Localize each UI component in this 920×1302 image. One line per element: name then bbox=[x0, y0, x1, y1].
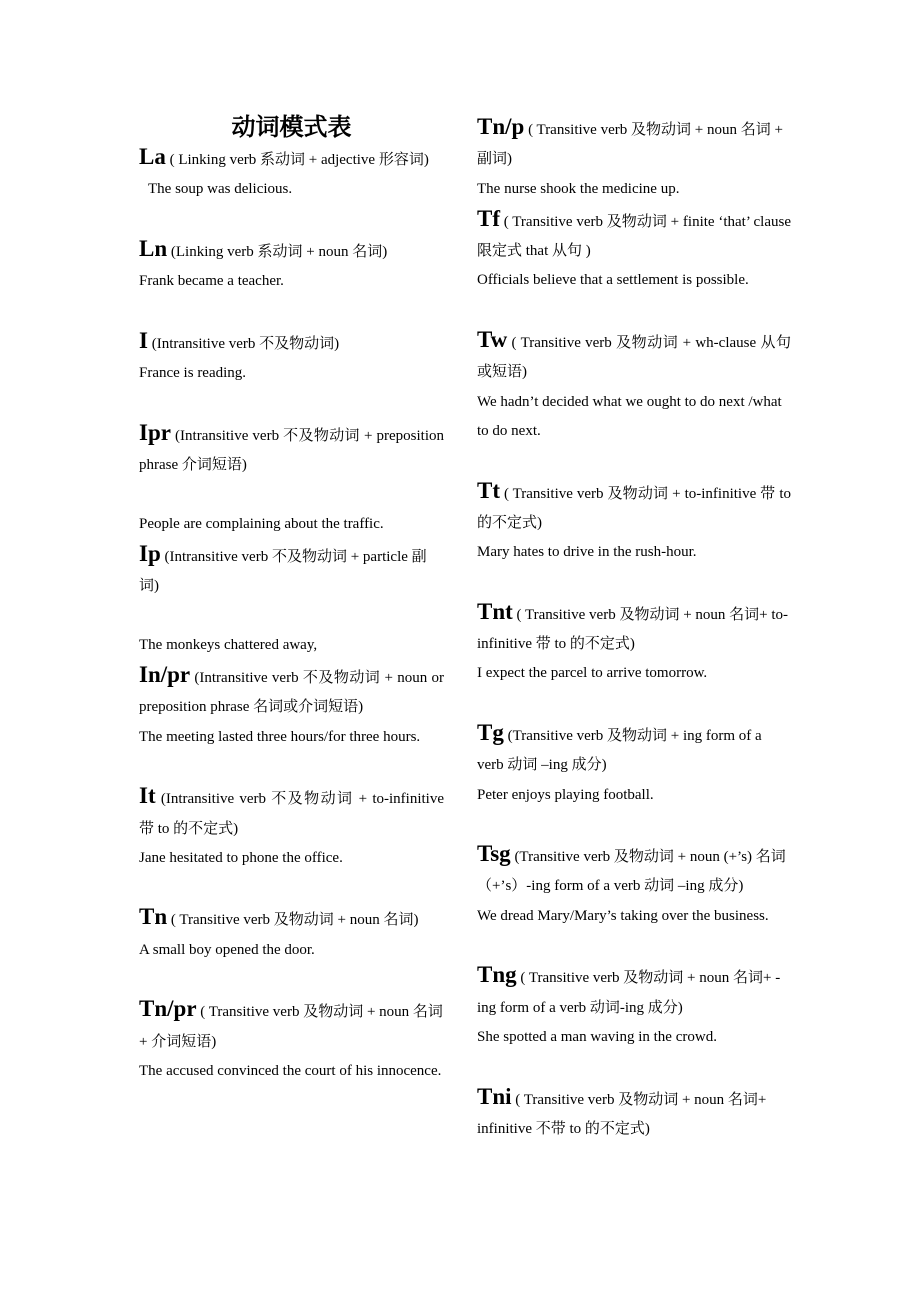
pattern-example: A small boy opened the door. bbox=[139, 941, 315, 958]
pattern-example: We dread Mary/Mary’s taking over the business. bbox=[477, 907, 769, 924]
pattern-code: Tg bbox=[477, 719, 504, 745]
pattern-code: It bbox=[139, 783, 156, 809]
pattern-example: People are complaining about the traffic. bbox=[139, 515, 384, 532]
pattern-example: Frank became a teacher. bbox=[139, 273, 284, 290]
pattern-description: ( Linking verb 系动词 + adjective 形容词) bbox=[165, 152, 429, 168]
right-column bbox=[477, 112, 791, 1144]
pattern-entry-tt bbox=[477, 476, 791, 539]
left-column bbox=[139, 112, 444, 1086]
pattern-code: La bbox=[139, 144, 166, 169]
pattern-description: (Transitive verb 及物动词 + ing form of a verb 动词 –ing 成分) bbox=[477, 727, 762, 774]
pattern-description: ( Transitive verb 及物动词 + noun 名词) bbox=[167, 912, 419, 929]
pattern-description: (Intransitive verb 不及物动词 + noun or preposition phrase 名词或介词短语) bbox=[139, 670, 444, 716]
pattern-entry-tg bbox=[477, 718, 791, 781]
pattern-example: Officials believe that a settlement is possible. bbox=[477, 272, 749, 289]
pattern-entry-tf bbox=[477, 204, 791, 267]
pattern-example: I expect the parcel to arrive tomorrow. bbox=[477, 665, 708, 682]
pattern-example: France is reading. bbox=[139, 365, 247, 382]
pattern-entry-tng bbox=[477, 960, 791, 1023]
pattern-entry-in-pr bbox=[139, 660, 444, 723]
pattern-description: (Intransitive verb 不及物动词 + to-infinitive 带 to 的不定式) bbox=[139, 791, 444, 837]
pattern-code: Ln bbox=[139, 235, 168, 261]
pattern-entry-la bbox=[139, 142, 444, 175]
pattern-example: The soup was delicious. bbox=[148, 181, 293, 198]
pattern-description: ( Transitive verb 及物动词 + noun 名词 + 介词短语) bbox=[139, 1004, 443, 1050]
pattern-code: Ip bbox=[139, 540, 161, 566]
pattern-example: The nurse shook the medicine up. bbox=[477, 180, 680, 197]
pattern-code: Tw bbox=[477, 327, 508, 353]
pattern-example: Jane hesitated to phone the office. bbox=[139, 849, 343, 866]
pattern-code: Tt bbox=[477, 477, 500, 503]
pattern-entry-i bbox=[139, 326, 444, 359]
pattern-example: Peter enjoys playing football. bbox=[477, 786, 654, 803]
pattern-description: ( Transitive verb 及物动词 + noun 名词+ infinitive 不带 to 的不定式) bbox=[477, 1091, 767, 1137]
pattern-entry-tn bbox=[139, 902, 444, 935]
pattern-example: The accused convinced the court of his innocence. bbox=[139, 1062, 442, 1079]
pattern-description: ( Transitive verb 及物动词 + noun 名词+ to-infinitive 带 to 的不定式) bbox=[477, 606, 789, 653]
pattern-code: Tsg bbox=[477, 841, 511, 867]
pattern-code: Ipr bbox=[139, 419, 171, 445]
page-title: 动词模式表 bbox=[231, 112, 352, 141]
pattern-description: ( Transitive verb 及物动词 + noun 名词+ -ing form of a verb 动词-ing 成分) bbox=[477, 970, 781, 1016]
pattern-example: Mary hates to drive in the rush-hour. bbox=[477, 544, 697, 561]
pattern-entry-ipr bbox=[139, 418, 444, 481]
pattern-code: Tn/pr bbox=[139, 996, 197, 1022]
pattern-entry-tn-pr bbox=[139, 994, 444, 1057]
pattern-entry-tnt bbox=[477, 597, 791, 660]
pattern-entry-tni bbox=[477, 1082, 791, 1145]
pattern-entry-it bbox=[139, 781, 444, 844]
pattern-description: ( Transitive verb 及物动词 + finite ‘that’ clause 限定式 that 从句 ) bbox=[477, 213, 791, 260]
pattern-code: Tn/p bbox=[477, 114, 525, 139]
pattern-description: ( Transitive verb 及物动词 + noun 名词 + 副词) bbox=[477, 122, 783, 168]
pattern-description: (Intransitive verb 不及物动词) bbox=[147, 335, 340, 352]
pattern-entry-ln bbox=[139, 234, 444, 267]
pattern-code: I bbox=[139, 327, 148, 353]
pattern-example: The monkeys chattered away, bbox=[139, 636, 318, 653]
pattern-code: Tni bbox=[477, 1083, 512, 1109]
pattern-description: (Linking verb 系动词 + noun 名词) bbox=[167, 243, 388, 260]
pattern-description: ( Transitive verb 及物动词 + to-infinitive 带 to 的不定式) bbox=[477, 485, 791, 531]
pattern-code: In/pr bbox=[139, 662, 191, 688]
pattern-description: (Intransitive verb 不及物动词 + preposition phrase 介词短语) bbox=[139, 427, 444, 473]
pattern-description: ( Transitive verb 及物动词 + wh-clause 从句或短语) bbox=[477, 335, 791, 381]
pattern-code: Tf bbox=[477, 205, 500, 231]
pattern-code: Tn bbox=[139, 904, 168, 930]
pattern-example: The meeting lasted three hours/for three hours. bbox=[139, 728, 421, 745]
pattern-entry-tw bbox=[477, 325, 791, 388]
pattern-code: Tng bbox=[477, 962, 517, 988]
pattern-entry-tsg bbox=[477, 839, 791, 902]
pattern-entry-tn-p bbox=[477, 112, 791, 175]
pattern-entry-ip bbox=[139, 539, 444, 602]
pattern-code: Tnt bbox=[477, 598, 513, 624]
pattern-description: (Transitive verb 及物动词 + noun (+’s) 名词（+’s）-ing form of a verb 动词 –ing 成分) bbox=[477, 849, 786, 895]
pattern-example: We hadn’t decided what we ought to do next /what to do next. bbox=[477, 393, 782, 439]
pattern-example: She spotted a man waving in the crowd. bbox=[477, 1028, 717, 1045]
pattern-description: (Intransitive verb 不及物动词 + particle 副词) bbox=[139, 548, 427, 595]
